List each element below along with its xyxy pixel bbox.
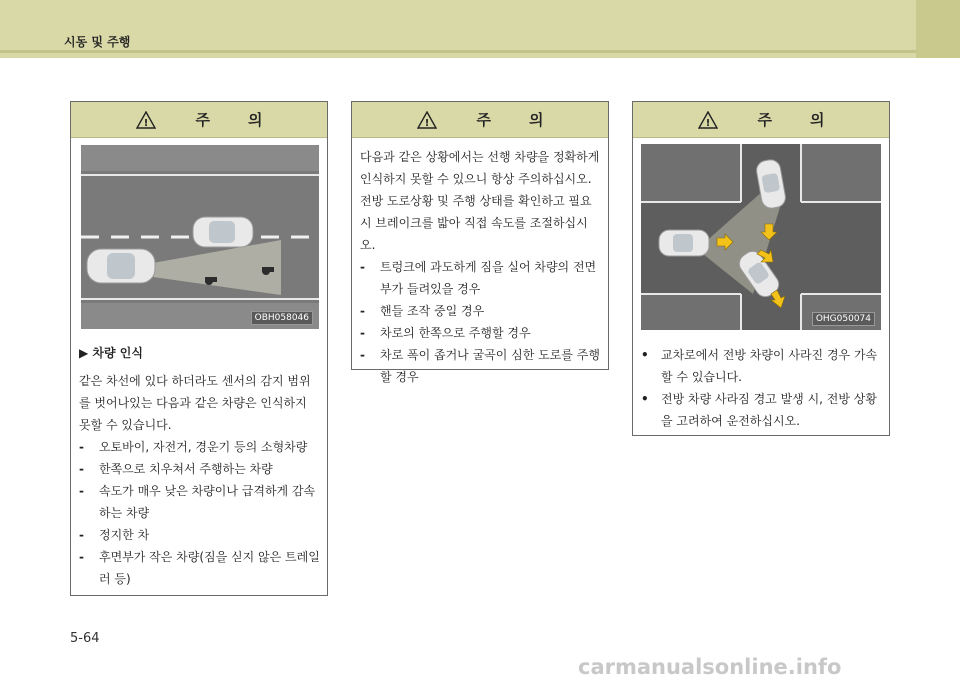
heading-char: 주 — [757, 111, 772, 129]
heading-char: 주 — [476, 111, 491, 129]
heading-char: 의 — [248, 111, 263, 129]
figure-intersection — [641, 144, 881, 330]
page-number: 5-64 — [70, 631, 100, 646]
heading-char: 의 — [529, 111, 544, 129]
svg-text:!: ! — [705, 117, 710, 129]
svg-text:!: ! — [424, 117, 429, 129]
heading-char: 의 — [810, 111, 825, 129]
figure-code: OHG050074 — [812, 312, 875, 326]
warning-triangle-icon — [136, 111, 156, 129]
intersection-illustration — [641, 144, 881, 330]
section-title: 시동 및 주행 — [64, 35, 131, 49]
caution-heading — [352, 102, 608, 138]
list-item: - 속도가 매우 낮은 차량이나 급격하게 감속하는 차량 — [79, 484, 316, 520]
heading-char: 주 — [195, 111, 210, 129]
caution-box-3 — [632, 101, 890, 436]
list-item: - 차로 폭이 좁거나 굴곡이 심한 도로를 주행할 경우 — [360, 348, 600, 384]
list-item: - 핸들 조작 중일 경우 — [360, 304, 485, 318]
caution-box-1 — [70, 101, 328, 596]
intro-paragraph: 같은 차선에 있다 하더라도 센서의 감지 범위를 벗어나있는 다음과 같은 차량은 인식하지 못할 수 있습니다. — [79, 374, 311, 432]
svg-text:!: ! — [143, 117, 148, 129]
warning-triangle-icon — [417, 111, 437, 129]
list-item: - 한쪽으로 치우쳐서 주행하는 차량 — [79, 462, 273, 476]
own-car — [659, 230, 709, 256]
own-car — [87, 249, 155, 283]
list-item: - 정지한 차 — [79, 528, 150, 542]
figure-caption: ▶ 차량 인식 — [79, 346, 143, 360]
figure-vehicle-recognition — [81, 145, 319, 329]
list-item: • 교차로에서 전방 차량이 사라진 경우 가속할 수 있습니다. — [641, 348, 878, 384]
list-item: - 후면부가 작은 차량(짐을 싣지 않은 트레일러 등) — [79, 550, 320, 586]
road-illustration — [81, 145, 319, 329]
list-item: - 트렁크에 과도하게 짐을 실어 차량의 전면부가 들려있을 경우 — [360, 260, 597, 296]
intro-paragraph: 다음과 같은 상황에서는 선행 차량을 정확하게 인식하지 못할 수 있으니 항상 주의하십시오. 전방 도로상황 및 주행 상태를 확인하고 필요시 브레이크를 밟아 직접 속도를 조절하십시오. — [360, 150, 600, 252]
caution-heading — [71, 102, 327, 138]
warning-triangle-icon — [698, 111, 718, 129]
front-car — [193, 217, 253, 247]
caution-heading — [633, 102, 889, 138]
top-rule — [0, 50, 960, 53]
list-item: - 차로의 한쪽으로 주행할 경우 — [360, 326, 531, 340]
list-item: - 오토바이, 자전거, 경운기 등의 소형차량 — [79, 440, 308, 454]
figure-code: OBH058046 — [251, 311, 313, 325]
list-item: • 전방 차량 사라짐 경고 발생 시, 전방 상황을 고려하여 운전하십시오. — [641, 392, 877, 428]
caution-box-2 — [351, 101, 609, 384]
watermark: carmanualsonline.info — [578, 655, 842, 679]
top-corner-stripe — [916, 0, 960, 58]
